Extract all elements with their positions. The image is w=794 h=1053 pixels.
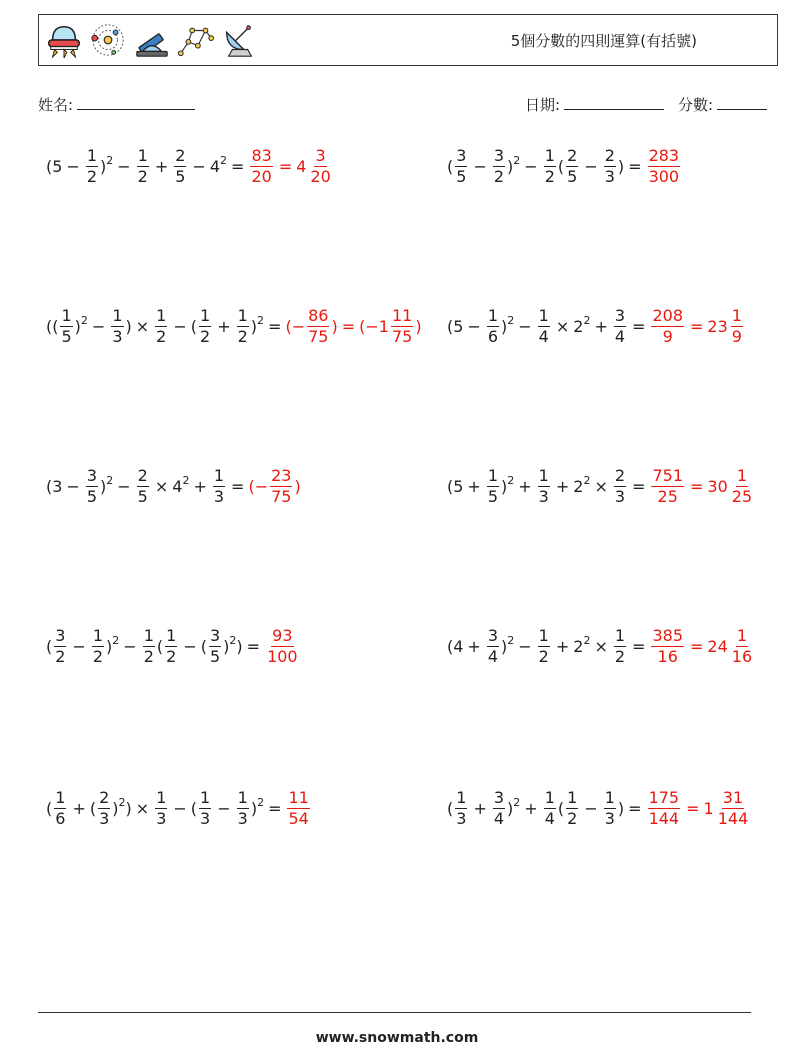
solar-system-icon bbox=[89, 20, 127, 60]
ufo-icon bbox=[45, 20, 83, 60]
problem-6: (5 + $\frac{1}{5}$ ) $^2$ + $\frac{1}{3}$ + 2 $^2$ × $\frac{2}{3}$ = $\frac{751}{25}$ = 30 $\frac{1}{25}$ bbox=[447, 468, 755, 505]
problem-10: ( $\frac{1}{3}$ + $\frac{3}{4}$ ) $^2$ + $\frac{1}{4}$ ( $\frac{1}{2}$ − $\frac{1}{3}$ ) = $\frac{175}{144}$ = 1 $\frac{31}{144}$ bbox=[447, 790, 751, 827]
answer-10: $\frac{175}{144}$ = 1 $\frac{31}{144}$ bbox=[648, 788, 749, 828]
name-label: 姓名: bbox=[38, 96, 74, 114]
answer-6: $\frac{751}{25}$ = 30 $\frac{1}{25}$ bbox=[652, 466, 753, 506]
constellation-icon bbox=[177, 20, 215, 60]
problem-9: ( $\frac{1}{6}$ + ( $\frac{2}{3}$ ) $^2$ ) × $\frac{1}{3}$ − ( $\frac{1}{3}$ − $\frac{1}{3}$ ) $^2$ = $\frac{11}{54}$ bbox=[46, 790, 312, 827]
satellite-dish-icon bbox=[221, 20, 259, 60]
answer-1: $\frac{83}{20}$ = 4 $\frac{3}{20}$ bbox=[251, 146, 331, 186]
header-icons bbox=[45, 20, 259, 60]
score-label: 分數: bbox=[678, 96, 714, 114]
footer-url[interactable]: www.snowmath.com bbox=[315, 1030, 479, 1046]
worksheet-title: 5個分數的四則運算(有括號) bbox=[510, 32, 697, 50]
date-field[interactable] bbox=[525, 94, 664, 115]
problem-7: ( $\frac{3}{2}$ − $\frac{1}{2}$ ) $^2$ − $\frac{1}{2}$ ( $\frac{1}{2}$ − ( $\frac{3}{5}$ ) $^2$ ) = $\frac{93}{100}$ bbox=[46, 628, 301, 665]
name-field[interactable] bbox=[38, 94, 195, 115]
worksheet-header bbox=[38, 14, 778, 66]
date-label: 日期: bbox=[525, 96, 561, 114]
date-line[interactable] bbox=[564, 95, 664, 110]
problem-2: ( $\frac{3}{5}$ − $\frac{3}{2}$ ) $^2$ − $\frac{1}{2}$ ( $\frac{2}{5}$ − $\frac{2}{3}$ ) = $\frac{283}{300}$ bbox=[447, 148, 682, 185]
score-line[interactable] bbox=[717, 95, 767, 110]
problem-5: (3 − $\frac{3}{5}$ ) $^2$ − $\frac{2}{5}$ × 4 $^2$ + $\frac{1}{3}$ = (− $\frac{23}{75}$ ) bbox=[46, 466, 301, 506]
name-line[interactable] bbox=[77, 95, 195, 110]
answer-5: (− $\frac{23}{75}$ ) bbox=[248, 466, 301, 506]
footer-divider bbox=[38, 1012, 751, 1013]
answer-9: $\frac{11}{54}$ bbox=[288, 788, 309, 828]
telescope-icon bbox=[133, 20, 171, 60]
answer-3: (− $\frac{86}{75}$ ) = (−1 $\frac{11}{75}$ ) bbox=[285, 306, 422, 346]
problem-1: (5 − $\frac{1}{2}$ ) $^2$ − $\frac{1}{2}$ + $\frac{2}{5}$ − 4 $^2$ = $\frac{83}{20}$ = 4 $\frac{3}{20}$ bbox=[46, 148, 334, 185]
problem-4: (5 − $\frac{1}{6}$ ) $^2$ − $\frac{1}{4}$ × 2 $^2$ + $\frac{3}{4}$ = $\frac{208}{9}$ = 23 $\frac{1}{9}$ bbox=[447, 308, 745, 345]
problem-8: (4 + $\frac{3}{4}$ ) $^2$ − $\frac{1}{2}$ + 2 $^2$ × $\frac{1}{2}$ = $\frac{385}{16}$ = 24 $\frac{1}{16}$ bbox=[447, 628, 755, 665]
answer-2: $\frac{283}{300}$ bbox=[648, 146, 680, 186]
answer-8: $\frac{385}{16}$ = 24 $\frac{1}{16}$ bbox=[652, 626, 753, 666]
answer-4: $\frac{208}{9}$ = 23 $\frac{1}{9}$ bbox=[652, 306, 742, 346]
answer-7: $\frac{93}{100}$ bbox=[267, 626, 298, 666]
problem-3: (( $\frac{1}{5}$ ) $^2$ − $\frac{1}{3}$ ) × $\frac{1}{2}$ − ( $\frac{1}{2}$ + $\frac{1}{2}$ ) $^2$ = (− $\frac{86}{75}$ ) = (−1 $\frac{11}{75}$ ) bbox=[46, 306, 422, 346]
score-field[interactable] bbox=[678, 94, 767, 115]
